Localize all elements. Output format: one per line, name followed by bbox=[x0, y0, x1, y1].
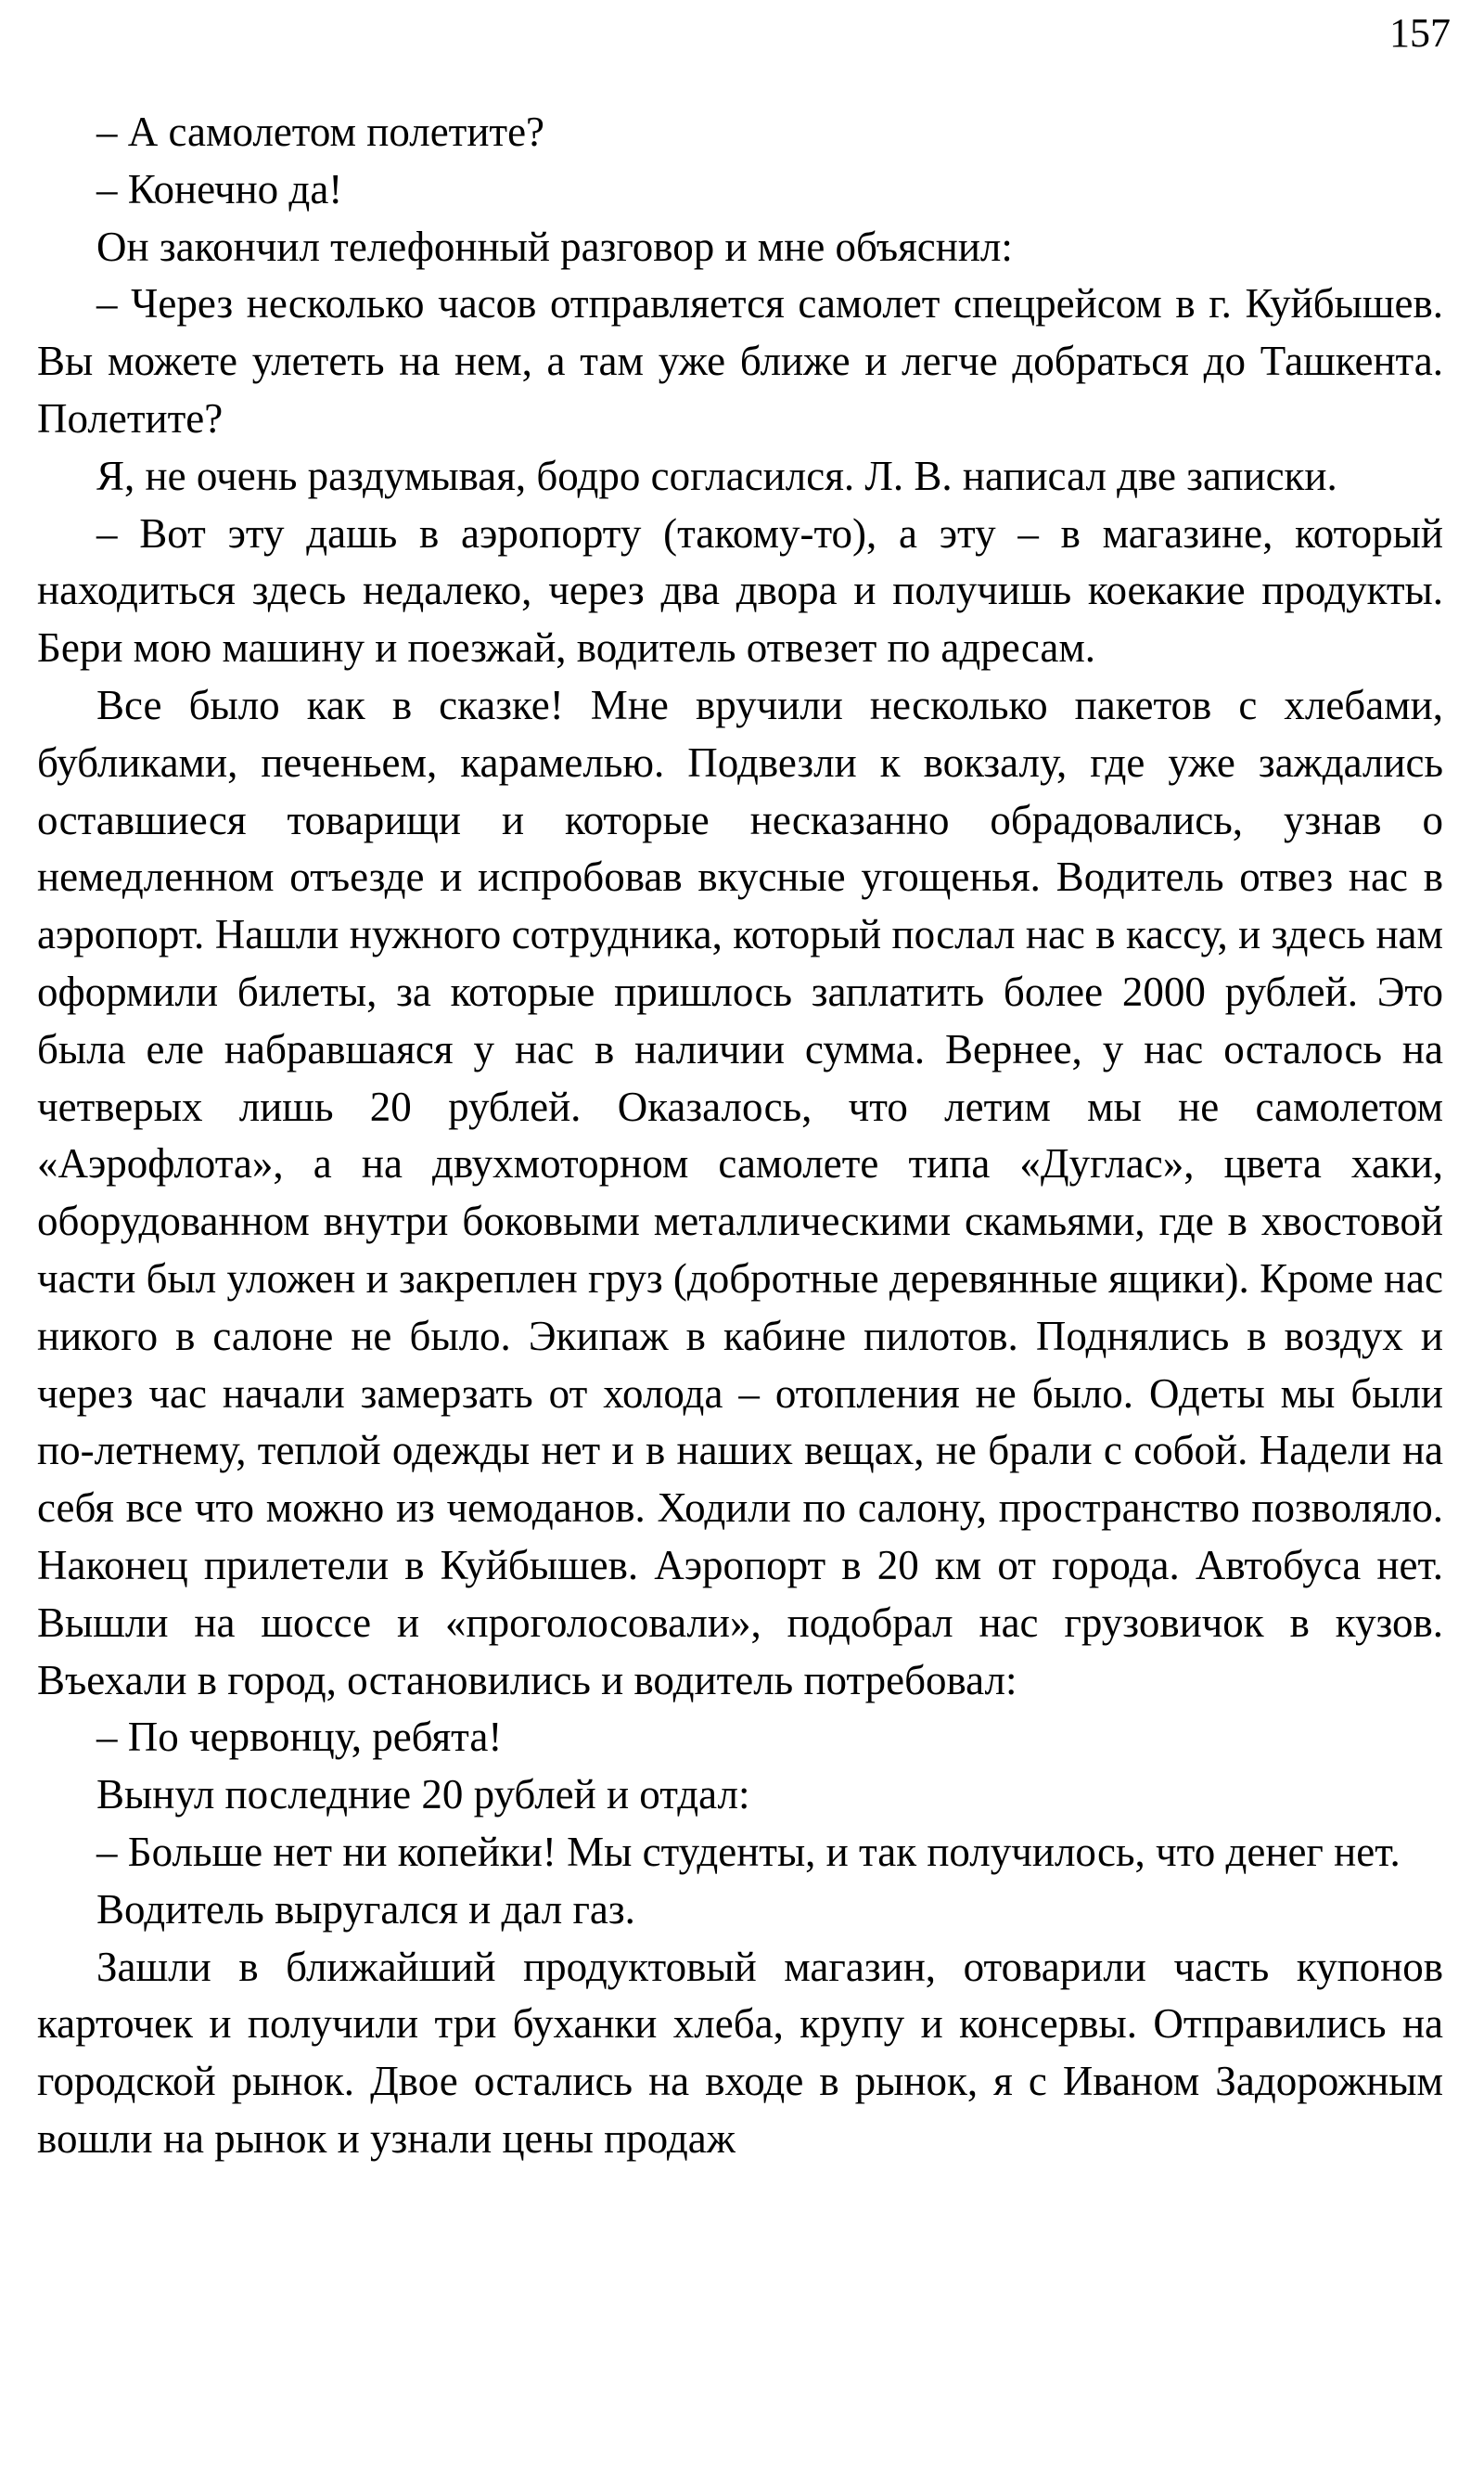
paragraph: – По червонцу, ребята! bbox=[96, 1714, 503, 1761]
paragraph: Водитель выругался и дал газ. bbox=[96, 1885, 635, 1933]
page-number: 157 bbox=[1389, 10, 1451, 56]
paragraph: Зашли в ближайший продуктовый магазин, отоварили часть купонов карточек и получили три буханки хлеба, крупу и консервы. Отправились на городской рынок. Двое остались на входе в рынок, я с Иваном Задорожным вошли на рынок и узнали цены продаж bbox=[37, 1943, 1443, 2162]
text-body bbox=[37, 104, 1443, 2168]
paragraph: Вынул последние 20 рублей и отдал: bbox=[96, 1771, 750, 1818]
paragraph: – Конечно да! bbox=[96, 165, 343, 212]
paragraph: – А самолетом полетите? bbox=[96, 109, 545, 155]
paragraph: Все было как в сказке! Мне вручили несколько пакетов с хлебами, бубликами, печеньем, карамелью. Подвезли к вокзалу, где уже заждались оставшиеся товарищи и которые несказанно обрадовались, узнав о немедленном отъезде и испробовав вкусные угощенья. Водитель отвез нас в аэропорт. Нашли нужного сотрудника, который послал нас в кассу, и здесь нам оформили билеты, за которые пришлось заплатить более 2000 рублей. Это была еле набравшаяся у нас в наличии сумма. Вернее, у нас осталось на четверых лишь 20 рублей. Оказалось, что летим мы не самолетом «Аэрофлота», а на двухмоторном самолете типа «Дуглас», цвета хаки, оборудованном внутри боковыми металлическими скамьями, где в хвостовой части был уложен и закреплен груз (добротные деревянные ящики). Кроме нас никого в салоне не было. Экипаж в кабине пилотов. Поднялись в воздух и через час начали замерзать от холода – отопления не было. Одеты мы были по-летнему, теплой одежды нет и в наших вещах, не брали с собой. Надели на себя все что можно из чемоданов. Ходили по салону, пространство позволяло. Наконец прилетели в Куйбышев. Аэропорт в 20 км от города. Автобуса нет. Вышли на шоссе и «проголосовали», подобрал нас грузовичок в кузов. Въехали в город, остановились и водитель потребовал: bbox=[37, 681, 1443, 1703]
paragraph: – Вот эту дашь в аэропорту (такому-то), а эту – в магазине, который находиться здесь недалеко, через два двора и получишь коекакие продукты. Бери мою машину и поезжай, водитель отвезет по адресам. bbox=[37, 509, 1443, 672]
paragraph: Он закончил телефонный разговор и мне объяснил: bbox=[96, 223, 1013, 270]
paragraph: Я, не очень раздумывая, бодро согласился. Л. В. написал две записки. bbox=[96, 452, 1337, 499]
paragraph: – Через несколько часов отправляется самолет спецрейсом в г. Куйбышев. Вы можете улететь на нем, а там уже ближе и легче добраться до Ташкента. Полетите? bbox=[37, 280, 1443, 442]
paragraph: – Больше нет ни копейки! Мы студенты, и так получилось, что денег нет. bbox=[96, 1828, 1401, 1875]
